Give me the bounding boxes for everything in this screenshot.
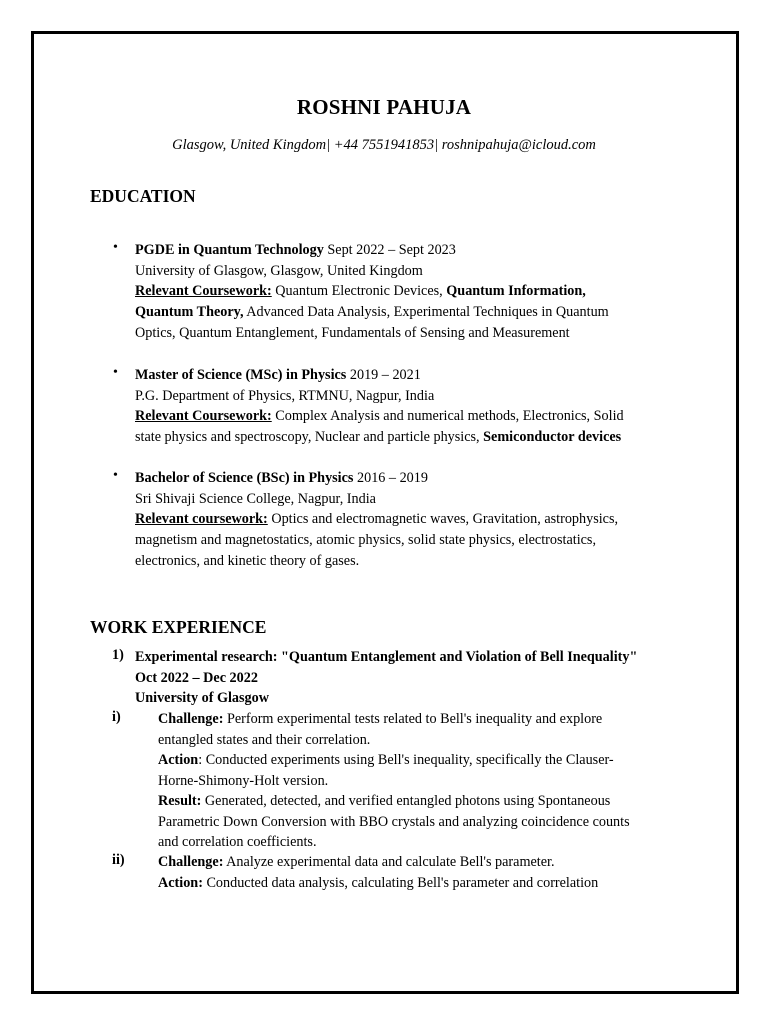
- coursework-text: Optics, Quantum Entanglement, Fundamentals of Sensing and Measurement: [135, 324, 570, 341]
- challenge-label: Challenge:: [158, 711, 224, 727]
- item-number: ii): [112, 852, 125, 868]
- candidate-name: ROSHNI PAHUJA: [296, 95, 472, 119]
- bullet-icon: •: [113, 365, 118, 380]
- education-entry-msc: [135, 365, 695, 448]
- job-number: 1): [112, 647, 124, 663]
- contact-info: Glasgow, United Kingdom| +44 7551941853| roshnipahuja@icloud.com: [172, 137, 596, 153]
- job-item: [158, 709, 718, 853]
- result-text: Generated, detected, and verified entangled photons using Spontaneous: [201, 793, 611, 809]
- challenge-text: entangled states and their correlation.: [158, 731, 371, 748]
- coursework-text: Quantum Electronic Devices,: [271, 283, 447, 300]
- coursework-text: Advanced Data Analysis, Experimental Techniques in Quantum: [243, 304, 609, 321]
- result-text: and correlation coefficients.: [158, 834, 317, 850]
- degree-title: Master of Science (MSc) in Physics: [135, 367, 347, 383]
- job-title: Experimental research: "Quantum Entanglement and Violation of Bell Inequality": [135, 649, 638, 665]
- coursework-text: electronics, and kinetic theory of gases.: [135, 552, 360, 569]
- bullet-icon: •: [113, 468, 118, 483]
- challenge-label: Challenge:: [158, 854, 224, 870]
- job-item: [158, 852, 718, 893]
- coursework-label: Relevant coursework:: [135, 511, 268, 528]
- degree-dates: 2019 – 2021: [346, 367, 421, 383]
- action-label: Action:: [158, 874, 203, 891]
- degree-dates: 2016 – 2019: [353, 470, 428, 486]
- work-experience-heading: WORK EXPERIENCE: [90, 617, 267, 637]
- institution: University of Glasgow, Glasgow, United Kingdom: [135, 262, 423, 279]
- job-header: [135, 647, 715, 709]
- degree-title: Bachelor of Science (BSc) in Physics: [135, 470, 354, 486]
- coursework-text: magnetism and magnetostatics, atomic physics, solid state physics, electrostatics,: [135, 532, 596, 549]
- action-text: Conducted data analysis, calculating Bell's parameter and correlation: [202, 874, 599, 891]
- institution: Sri Shivaji Science College, Nagpur, India: [135, 490, 376, 507]
- coursework-text: state physics and spectroscopy, Nuclear and particle physics,: [135, 429, 484, 446]
- coursework-text: Optics and electromagnetic waves, Gravitation, astrophysics,: [267, 511, 619, 528]
- coursework-bold: Quantum Theory,: [135, 304, 244, 321]
- degree-dates: Sept 2022 – Sept 2023: [323, 242, 456, 258]
- degree-title: PGDE in Quantum Technology: [135, 242, 324, 258]
- result-label: Result:: [158, 793, 202, 809]
- education-heading: EDUCATION: [90, 186, 196, 206]
- coursework-bold: Semiconductor devices: [483, 429, 622, 446]
- job-dates: Oct 2022 – Dec 2022: [135, 669, 258, 686]
- education-entry-bsc: [135, 468, 695, 572]
- institution: P.G. Department of Physics, RTMNU, Nagpur, India: [135, 387, 435, 404]
- item-number: i): [112, 709, 121, 725]
- coursework-label: Relevant Coursework:: [135, 408, 272, 425]
- result-text: Parametric Down Conversion with BBO crystals and analyzing coincidence counts: [158, 813, 630, 830]
- action-text: Horne-Shimony-Holt version.: [158, 772, 329, 789]
- bullet-icon: •: [113, 240, 118, 255]
- coursework-bold: Quantum Information,: [446, 283, 586, 300]
- coursework-label: Relevant Coursework:: [135, 283, 272, 300]
- challenge-text: Perform experimental tests related to Bell's inequality and explore: [223, 711, 603, 727]
- action-label: Action: [158, 752, 199, 768]
- challenge-text: Analyze experimental data and calculate Bell's parameter.: [223, 854, 555, 870]
- coursework-text: Complex Analysis and numerical methods, Electronics, Solid: [271, 408, 624, 425]
- action-text: : Conducted experiments using Bell's inequality, specifically the Clauser-: [198, 752, 614, 768]
- job-organization: University of Glasgow: [135, 690, 269, 707]
- education-entry-pgde: [135, 240, 695, 344]
